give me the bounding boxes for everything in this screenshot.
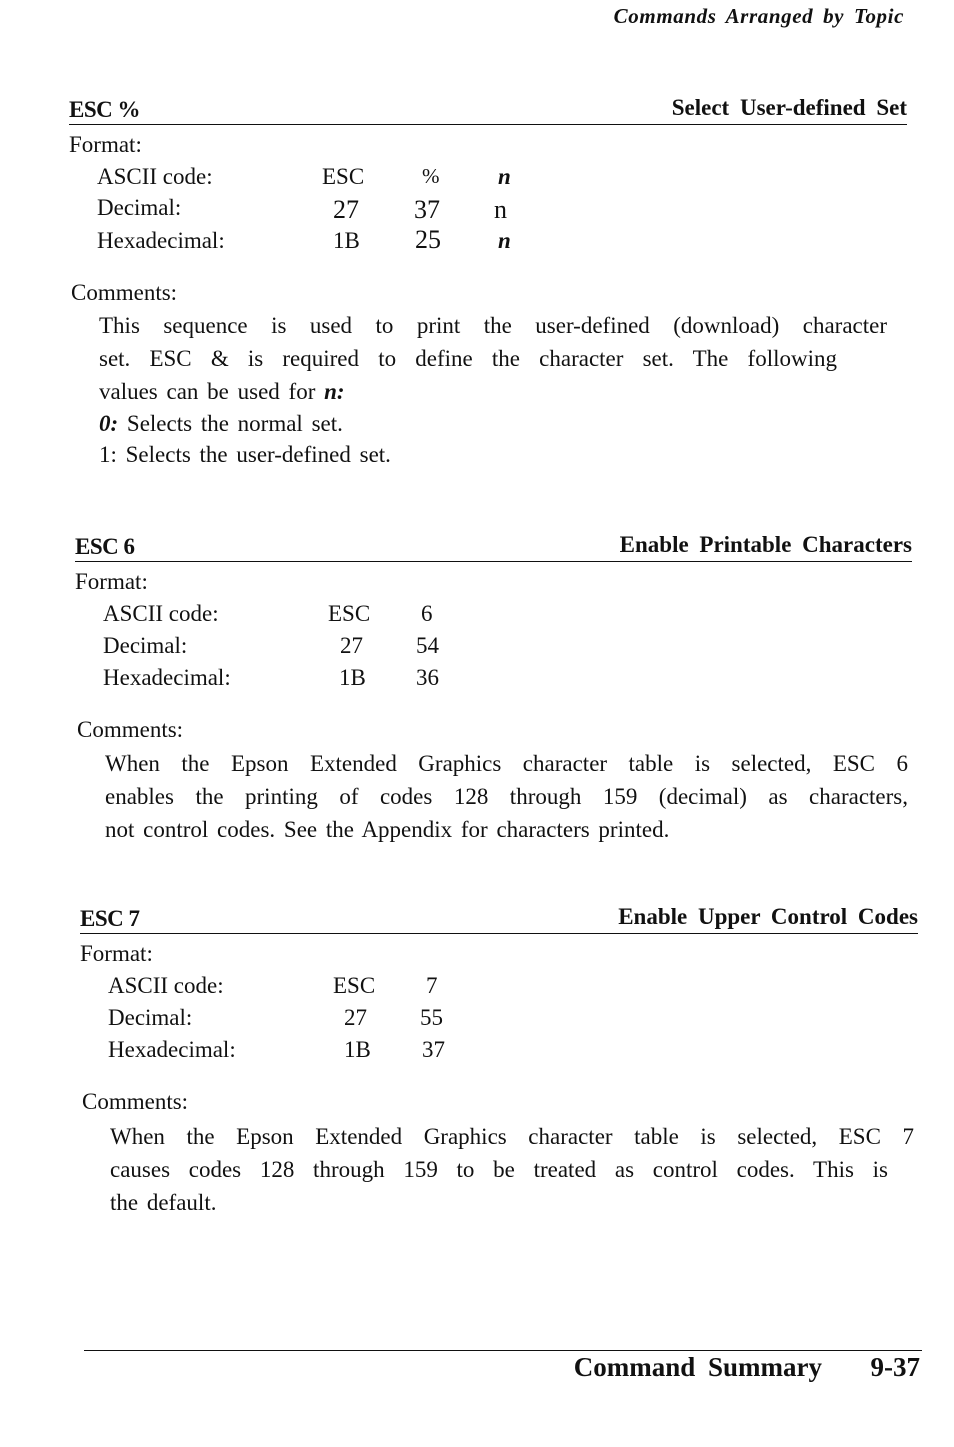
comment-line: causes codes 128 through 159 to be treated as control codes. This is: [110, 1157, 888, 1182]
comment-line: enables the printing of codes 128 through 159 (decimal) as characters,: [105, 784, 908, 809]
row-label: Hexadecimal:: [108, 1037, 236, 1062]
row-value: 6: [421, 601, 433, 626]
row-value: 54: [416, 633, 439, 658]
command-code: ESC 7: [80, 906, 140, 931]
row-value: ESC: [322, 164, 365, 189]
comments-text: [105, 747, 908, 846]
option-value: 0:: [99, 411, 119, 436]
section-esc-6: [75, 527, 912, 842]
footer-title: Command Summary: [573, 1352, 822, 1382]
section-header: [80, 905, 918, 934]
option-item: [99, 439, 391, 470]
row-variable: n: [498, 228, 511, 253]
row-value: 7: [426, 973, 438, 998]
options-list: [99, 408, 391, 470]
command-title: Select User-defined Set: [671, 95, 907, 120]
option-text: Selects the user-defined set.: [125, 442, 391, 467]
row-value: 1B: [344, 1037, 371, 1062]
comments-text: [99, 309, 887, 408]
comments-text: [110, 1120, 914, 1219]
row-label: Decimal:: [108, 1005, 193, 1030]
comment-line: set. ESC & is required to define the character set. The following: [99, 346, 837, 371]
row-label: ASCII code:: [108, 973, 224, 998]
row-label: Decimal:: [97, 195, 182, 220]
command-title: Enable Upper Control Codes: [618, 904, 918, 929]
row-value: 36: [416, 665, 439, 690]
format-label: Format:: [80, 941, 153, 966]
running-head: Commands Arranged by Topic: [613, 4, 904, 28]
variable-n: n:: [324, 379, 345, 404]
row-label: ASCII code:: [97, 164, 213, 189]
section-esc-7: [80, 899, 918, 1215]
format-label: Format:: [75, 569, 148, 594]
row-value: 27: [340, 633, 363, 658]
row-label: ASCII code:: [103, 601, 219, 626]
command-code: ESC 6: [75, 534, 135, 559]
comment-line-var: values can be used for n:: [99, 379, 345, 404]
row-value: ESC: [328, 601, 371, 626]
section-header: [69, 96, 907, 125]
option-text: Selects the normal set.: [126, 411, 343, 436]
comments-label: Comments:: [82, 1089, 189, 1114]
section-header: [75, 533, 912, 562]
footer-rule: [84, 1350, 922, 1351]
format-label: Format:: [69, 132, 142, 157]
row-value: 1B: [339, 665, 366, 690]
comments-label: Comments:: [71, 280, 178, 305]
row-value: 37: [422, 1037, 445, 1062]
row-label: Decimal:: [103, 633, 188, 658]
row-value: ESC: [333, 973, 376, 998]
row-value: 27: [344, 1005, 367, 1030]
row-value: 55: [420, 1005, 443, 1030]
comment-line: This sequence is used to print the user-defined (download) character: [99, 313, 887, 338]
comment-line: When the Epson Extended Graphics character table is selected, ESC 7: [110, 1124, 914, 1149]
option-value: 1:: [99, 442, 117, 467]
command-title: Enable Printable Characters: [619, 532, 912, 557]
row-value: n: [494, 195, 507, 224]
comment-line: not control codes. See the Appendix for characters printed.: [105, 817, 670, 842]
row-value: 1B: [333, 228, 360, 253]
comments-label: Comments:: [77, 717, 184, 742]
option-item: [99, 408, 391, 439]
row-value: 37: [414, 195, 440, 224]
section-esc-percent: [69, 90, 907, 467]
command-code: ESC %: [69, 97, 140, 122]
page-number: 9-37: [870, 1352, 920, 1382]
row-value: 27: [333, 195, 359, 224]
row-variable: n: [498, 164, 511, 189]
row-label: Hexadecimal:: [97, 228, 225, 253]
row-value: 25: [415, 225, 441, 254]
comment-line: the default.: [110, 1190, 217, 1215]
row-value: %: [422, 164, 440, 188]
comment-line: When the Epson Extended Graphics character table is selected, ESC 6: [105, 751, 908, 776]
row-label: Hexadecimal:: [103, 665, 231, 690]
